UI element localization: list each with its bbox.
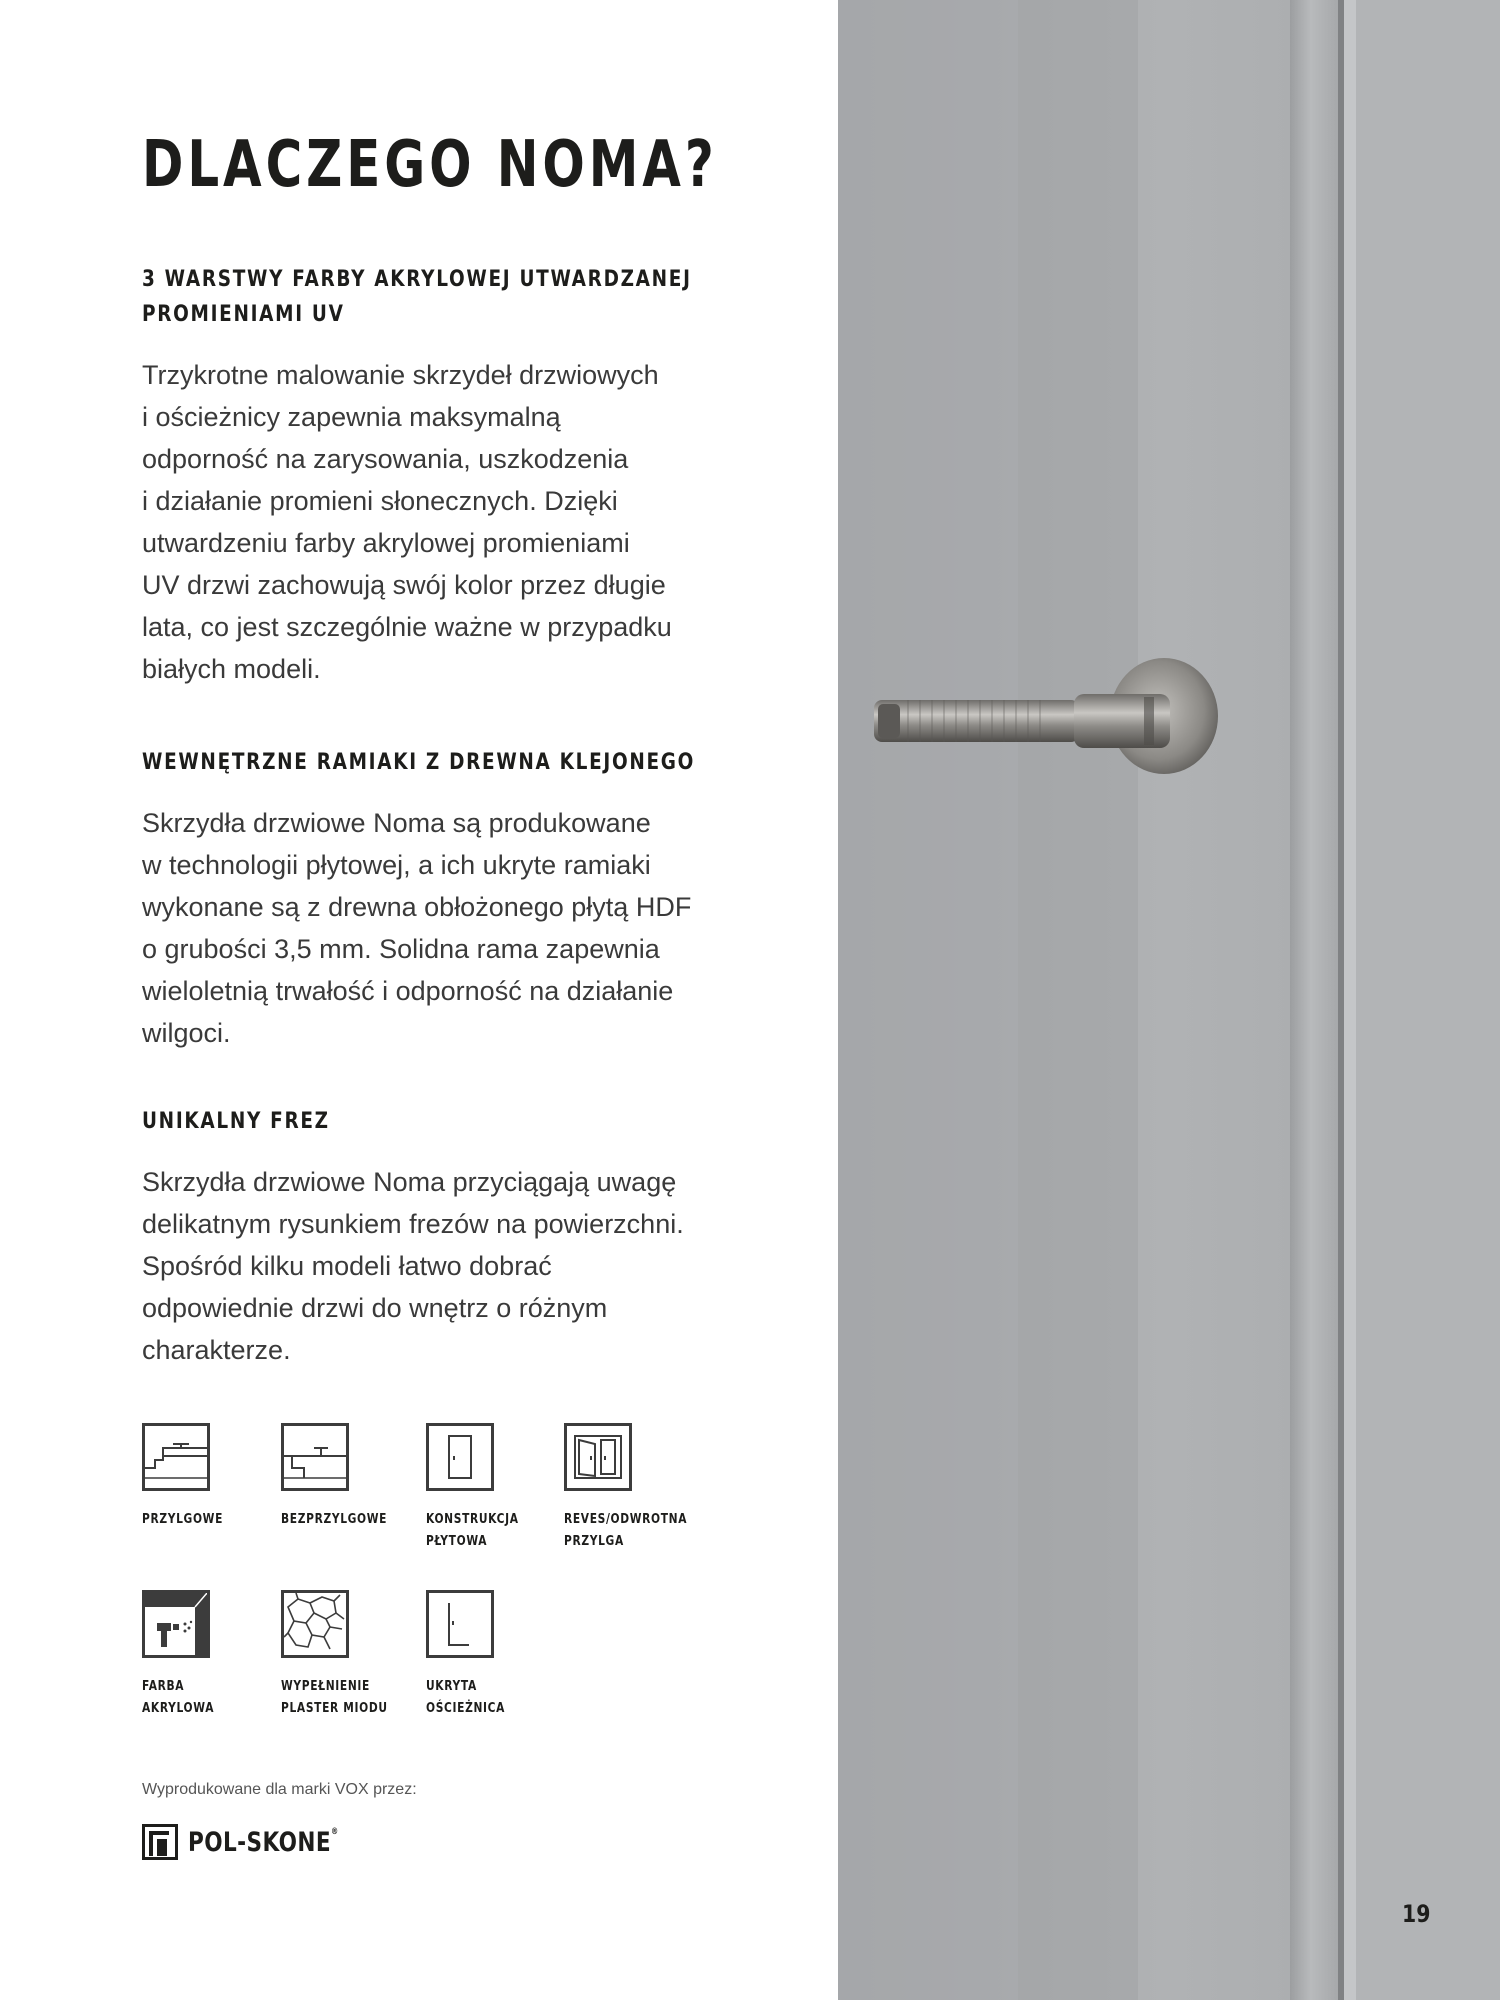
section-body: Skrzydła drzwiowe Noma są produkowane w technologii płytowej, a ich ukryte ramiaki wykonane są z drewna obłożonego płytą HDF o grubości 3,5 mm. Solidna rama zapewnia wieloletnią trwałość i odporność na działanie wilgoci.	[142, 808, 692, 1048]
section-body: Trzykrotne malowanie skrzydeł drzwiowych i ościeżnicy zapewnia maksymalną odporność na zarysowania, uszkodzenia i działanie promieni słonecznych. Dzięki utwardzeniu farby akrylowej promieniami UV drzwi zachowują swój kolor przez długie lata, co jest szczególnie ważne w przypadku białych modeli.	[142, 360, 672, 684]
feature-label: KONSTRUKCJA PŁYTOWA	[426, 1512, 519, 1549]
flush-door-icon	[281, 1423, 349, 1491]
feature-label: REVES/ODWROTNA PRZYLGA	[564, 1512, 688, 1549]
feature-ukryta-oscieznica	[426, 1590, 576, 1720]
honeycomb-icon	[281, 1590, 349, 1658]
page-number: 19	[1402, 1900, 1431, 1928]
feature-label: BEZPRZYLGOWE	[281, 1512, 388, 1527]
feature-reves	[564, 1423, 714, 1553]
brand-logo	[142, 1824, 376, 1860]
section-heading: UNIKALNY FREZ	[142, 1109, 330, 1134]
page-title: DLACZEGO NOMA?	[142, 128, 718, 202]
feature-bezprzylgowe	[281, 1423, 431, 1531]
feature-konstrukcja-plytowa	[426, 1423, 576, 1553]
feature-plaster-miodu	[281, 1590, 431, 1720]
spray-paint-icon	[142, 1590, 210, 1658]
pol-skone-logo-icon	[142, 1824, 178, 1860]
section-inner-frames	[142, 745, 742, 1054]
panel-construction-icon	[426, 1423, 494, 1491]
produced-by-text: Wyprodukowane dla marki VOX przez:	[142, 1781, 417, 1798]
section-uv-paint	[142, 262, 742, 690]
feature-label: UKRYTA OŚCIEŻNICA	[426, 1679, 506, 1716]
door-handle-photo	[838, 0, 1500, 2000]
section-heading: 3 WARSTWY FARBY AKRYLOWEJ UTWARDZANEJ PROMIENIAMI UV	[142, 267, 692, 327]
feature-label: PRZYLGOWE	[142, 1512, 224, 1527]
hidden-frame-icon	[426, 1590, 494, 1658]
reverse-rebate-icon	[564, 1423, 632, 1491]
feature-label: FARBA AKRYLOWA	[142, 1679, 215, 1716]
feature-label: WYPEŁNIENIE PLASTER MIODU	[281, 1679, 388, 1716]
feature-przylgowe	[142, 1423, 292, 1531]
brand-name: POL-SKONE®	[188, 1826, 339, 1858]
rebated-door-icon	[142, 1423, 210, 1491]
feature-farba-akrylowa	[142, 1590, 292, 1720]
section-body: Skrzydła drzwiowe Noma przyciągają uwagę delikatnym rysunkiem frezów na powierzchni. Spośród kilku modeli łatwo dobrać odpowiednie drzwi do wnętrz o różnym charakterze.	[142, 1167, 684, 1365]
section-heading: WEWNĘTRZNE RAMIAKI Z DREWNA KLEJONEGO	[142, 750, 696, 775]
section-unique-milling	[142, 1104, 742, 1371]
